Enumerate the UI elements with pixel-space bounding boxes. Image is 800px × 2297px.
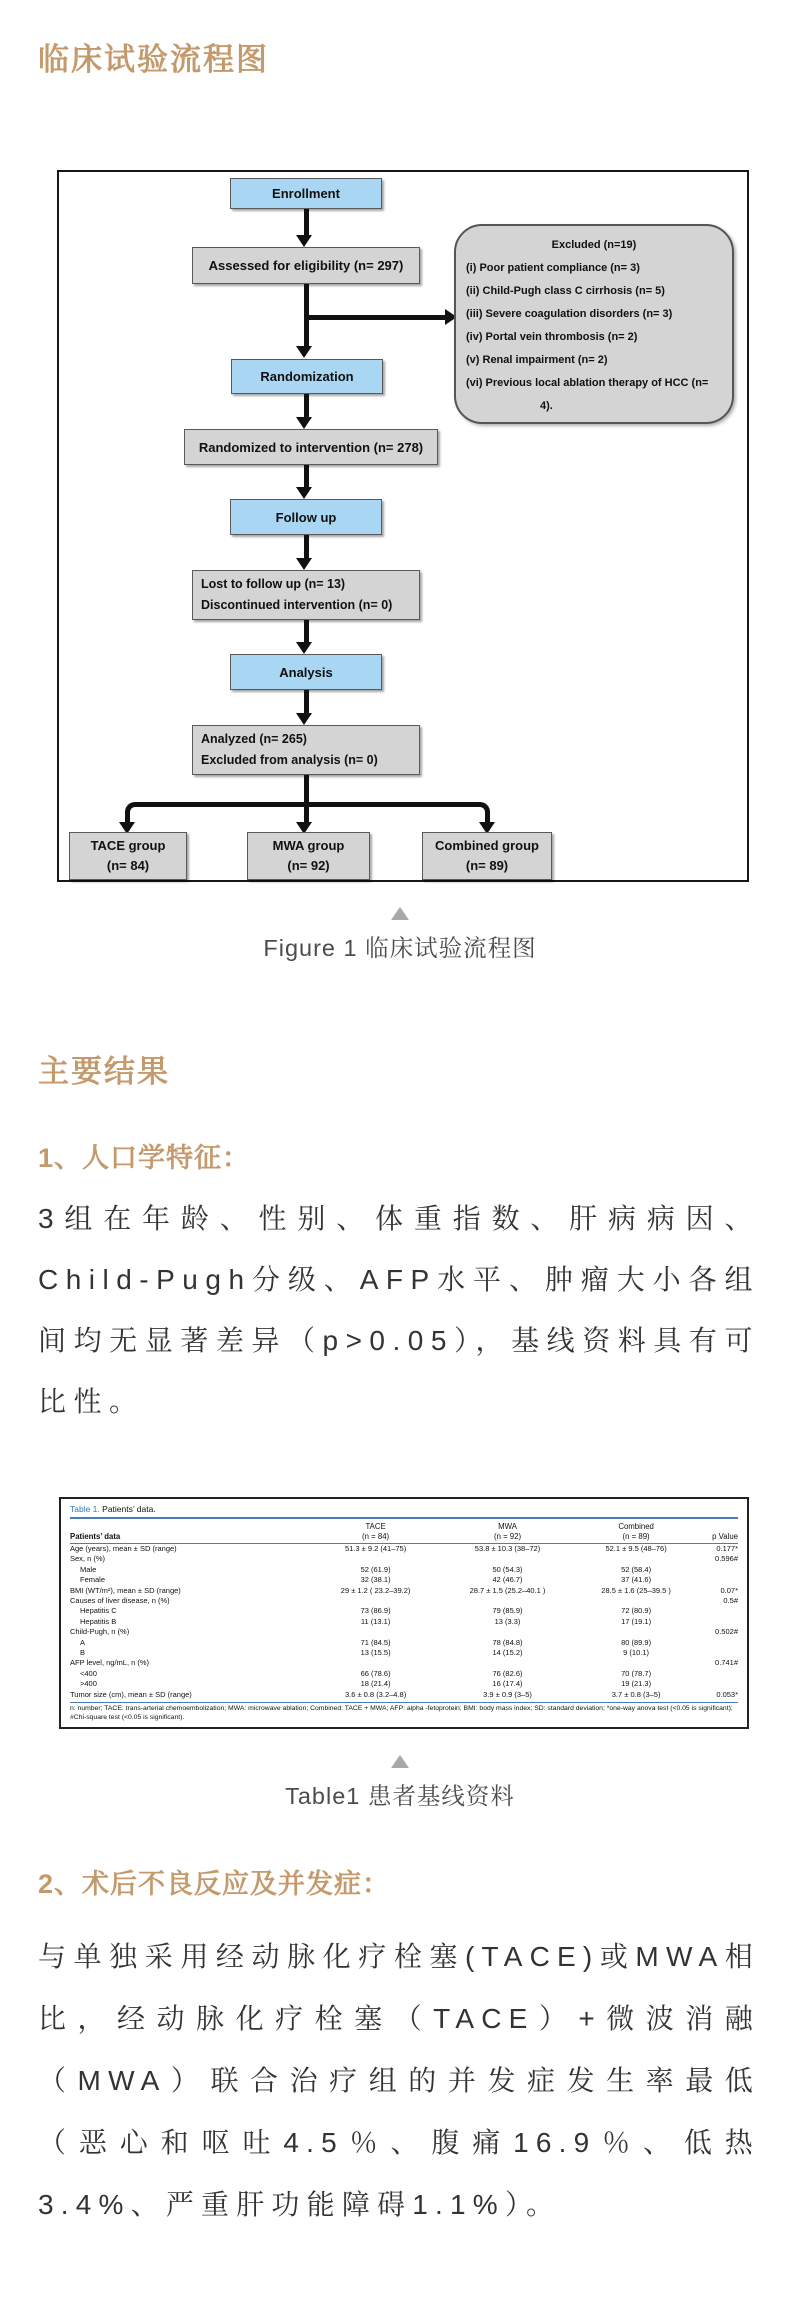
cell-p	[698, 1606, 738, 1616]
cell-p: 0.053*	[716, 1689, 738, 1699]
cell-p	[698, 1679, 738, 1689]
cell-combined: 28.5 ± 1.6 (25–39.5 )	[601, 1585, 671, 1595]
cell-tace: 11 (13.1)	[360, 1616, 391, 1626]
table-rule	[70, 1517, 738, 1519]
cell-combined	[574, 1554, 698, 1564]
table-row	[70, 1544, 738, 1555]
sub1-paragraph: 3组在年龄、性别、体重指数、肝病病因、Child-Pugh分级、AFP水平、肿瘤大小各组间均无显著差异（p>0.05），基线资料具有可比性。	[38, 1203, 760, 1417]
cell-p: 0.07*	[720, 1585, 738, 1595]
cell-mwa: 28.7 ± 1.5 (25.2–40.1 )	[469, 1585, 546, 1595]
cell-tace	[310, 1554, 440, 1564]
table-row	[70, 1617, 738, 1627]
flow-box-followup: Follow up	[230, 499, 382, 535]
cell-label: Age (years), mean ± SD (range)	[70, 1544, 177, 1553]
lost-line1: Lost to follow up (n= 13)	[201, 577, 346, 591]
col-header-line: TACE	[365, 1522, 386, 1531]
cell-combined: 72 (80.9)	[621, 1606, 652, 1616]
cell-label: >400	[80, 1679, 97, 1689]
flow-connector	[304, 465, 309, 488]
flow-connector	[304, 775, 309, 805]
table-caption	[70, 1503, 738, 1517]
cell-label: Female	[80, 1575, 106, 1585]
patients-data-table	[70, 1521, 738, 1700]
group-name: TACE group	[90, 838, 166, 853]
flowchart-figure	[57, 170, 749, 882]
cell-tace	[310, 1596, 440, 1606]
page-title: 临床试验流程图	[38, 42, 269, 77]
cell-combined	[574, 1658, 698, 1668]
cell-p	[698, 1669, 738, 1679]
cell-tace: 32 (38.1)	[360, 1575, 391, 1585]
group-name: Combined group	[435, 838, 539, 853]
col-header-line: (n = 92)	[493, 1531, 522, 1541]
col-header-line: MWA	[498, 1522, 517, 1531]
cell-label: Causes of liver disease, n (%)	[70, 1596, 170, 1606]
cell-combined: 52.1 ± 9.5 (48–76)	[605, 1544, 667, 1553]
cell-p: 0.5#	[723, 1596, 738, 1606]
table-row	[70, 1586, 738, 1596]
sub2-paragraph: 与单独采用经动脉化疗栓塞(TACE)或MWA相比，经动脉化疗栓塞（TACE）+微波消融（MWA）联合治疗组的并发症发生率最低（恶心和呕吐4.5％、腹痛16.9％、低热3.4%、严重肝功能障碍1.1%）。	[38, 1941, 760, 2220]
flow-connector	[307, 315, 445, 320]
col-header-mwa	[441, 1521, 575, 1544]
cell-combined: 17 (19.1)	[621, 1616, 652, 1626]
excluded-item: (vi) Previous local ablation therapy of HCC (n= 4).	[466, 377, 709, 412]
cell-label: A	[80, 1637, 86, 1647]
cell-label: <400	[80, 1668, 97, 1678]
cell-label: BMI (WT/m²), mean ± SD (range)	[70, 1585, 181, 1595]
table-row	[70, 1648, 738, 1658]
flow-connector	[304, 535, 309, 559]
results-heading: 主要结果	[38, 1054, 170, 1089]
excluded-item: (iv) Portal vein thrombosis (n= 2)	[466, 331, 638, 343]
cell-combined: 70 (78.7)	[621, 1668, 652, 1678]
arrow-down-icon	[296, 642, 312, 654]
cell-label: AFP level, ng/mL, n (%)	[70, 1658, 150, 1668]
flow-box-assessed: Assessed for eligibility (n= 297)	[192, 247, 420, 284]
cell-tace: 29 ± 1.2 ( 23.2–39.2)	[340, 1585, 411, 1595]
flow-box-lost	[192, 570, 420, 620]
cell-label: Child-Pugh, n (%)	[70, 1627, 130, 1637]
cell-tace: 52 (61.9)	[360, 1564, 391, 1574]
table-body	[70, 1544, 738, 1701]
table-row	[70, 1669, 738, 1679]
flow-box-excluded	[454, 224, 734, 424]
table-row	[70, 1606, 738, 1616]
cell-p	[698, 1648, 738, 1658]
table-footnote: n: number; TACE: trans-arterial chemoembolization; MWA: microwave ablation; Combined: TACE + MWA; AFP: alpha -fetoprotein; BMI: body mass index; SD: standard deviation; *one-way anova test (<0.05 is significant); #Chi-square test (<0.05 is significant).	[70, 1702, 738, 1722]
excluded-item: (ii) Child-Pugh class C cirrhosis (n= 5)	[466, 285, 665, 297]
cell-label: Male	[80, 1564, 97, 1574]
table-row	[70, 1658, 738, 1668]
cell-mwa: 53.8 ± 10.3 (38–72)	[474, 1544, 541, 1553]
flow-box-tace-group	[69, 832, 187, 880]
cell-mwa: 13 (3.3)	[494, 1616, 521, 1626]
figure-caption: Figure 1 临床试验流程图	[263, 935, 537, 961]
flow-connector	[304, 394, 309, 418]
cell-combined: 52 (58.4)	[621, 1564, 652, 1574]
cell-mwa	[441, 1554, 575, 1564]
cell-mwa: 50 (54.3)	[492, 1564, 523, 1574]
excluded-item: (i) Poor patient compliance (n= 3)	[466, 262, 640, 274]
flow-box-mwa-group	[247, 832, 370, 880]
table-row	[70, 1690, 738, 1700]
flow-connector	[304, 620, 309, 643]
cell-mwa: 76 (82.6)	[492, 1668, 523, 1678]
cell-combined: 37 (41.6)	[621, 1575, 652, 1585]
flow-box-randomization: Randomization	[231, 359, 383, 394]
cell-p	[698, 1638, 738, 1648]
table-row	[70, 1554, 738, 1564]
excluded-title: Excluded (n=19)	[551, 239, 637, 251]
cell-tace	[310, 1658, 440, 1668]
table-caption-below: Table1 患者基线资料	[285, 1783, 515, 1809]
cell-mwa: 3.9 ± 0.9 (3–5)	[483, 1689, 532, 1699]
col-header-label: Patients’ data	[70, 1521, 310, 1544]
table-header-row	[70, 1521, 738, 1544]
table-row	[70, 1627, 738, 1637]
col-header-pvalue: p Value	[698, 1521, 738, 1544]
sub1-heading: 1、人口学特征：	[38, 1143, 251, 1173]
table-caption-label: Table 1.	[70, 1504, 100, 1514]
flow-connector	[304, 807, 309, 822]
cell-mwa: 14 (15.2)	[492, 1648, 523, 1658]
cell-p: 0.177*	[716, 1544, 738, 1553]
table-row	[70, 1638, 738, 1648]
arrow-down-icon	[296, 235, 312, 247]
col-header-combined	[574, 1521, 698, 1544]
cell-tace: 13 (15.5)	[360, 1648, 391, 1658]
cell-tace: 18 (21.4)	[360, 1679, 391, 1689]
cell-tace: 3.6 ± 0.8 (3.2–4.8)	[344, 1689, 407, 1699]
cell-combined: 19 (21.3)	[621, 1679, 652, 1689]
arrow-down-icon	[296, 487, 312, 499]
table-caption-text: Patients’ data.	[102, 1504, 156, 1514]
lost-line2: Discontinued intervention (n= 0)	[201, 598, 393, 612]
arrow-down-icon	[296, 558, 312, 570]
cell-label: Sex, n (%)	[70, 1554, 106, 1564]
cell-p: 0.502#	[715, 1627, 738, 1637]
analyzed-line2: Excluded from analysis (n= 0)	[201, 753, 378, 767]
cell-p	[698, 1565, 738, 1575]
cell-label: B	[80, 1648, 86, 1658]
cell-mwa	[441, 1596, 575, 1606]
cell-label: Tumor size (cm), mean ± SD (range)	[70, 1689, 192, 1699]
col-header-tace	[310, 1521, 440, 1544]
cell-combined	[574, 1596, 698, 1606]
cell-p	[698, 1617, 738, 1627]
flow-box-analyzed	[192, 725, 420, 775]
table-row	[70, 1565, 738, 1575]
cell-mwa: 16 (17.4)	[492, 1679, 523, 1689]
analyzed-line1: Analyzed (n= 265)	[201, 732, 307, 746]
cell-p	[698, 1575, 738, 1585]
arrow-down-icon	[296, 346, 312, 358]
flow-box-enrollment: Enrollment	[230, 178, 382, 209]
col-header-line: (n = 84)	[362, 1531, 390, 1541]
col-header-line: Combined	[618, 1522, 654, 1531]
table1-figure	[59, 1497, 749, 1729]
flow-connector	[304, 209, 309, 236]
collapse-triangle-icon	[391, 1755, 409, 1768]
group-n: (n= 84)	[106, 858, 150, 873]
cell-combined: 9 (10.1)	[623, 1648, 650, 1658]
table-row	[70, 1596, 738, 1606]
excluded-item: (v) Renal impairment (n= 2)	[466, 354, 608, 366]
cell-mwa	[441, 1627, 575, 1637]
flow-box-analysis: Analysis	[230, 654, 382, 690]
cell-tace: 51.3 ± 9.2 (41–75)	[344, 1544, 407, 1553]
cell-mwa: 42 (46.7)	[492, 1575, 523, 1585]
table-row	[70, 1575, 738, 1585]
group-name: MWA group	[272, 838, 345, 853]
arrow-down-icon	[296, 713, 312, 725]
cell-label: Hepatitis B	[80, 1616, 117, 1626]
cell-tace: 71 (84.5)	[360, 1637, 391, 1647]
flow-connector	[304, 690, 309, 714]
cell-combined	[574, 1627, 698, 1637]
cell-mwa: 79 (85.9)	[492, 1606, 523, 1616]
group-n: (n= 92)	[287, 858, 330, 873]
cell-tace: 66 (78.6)	[360, 1668, 391, 1678]
group-n: (n= 89)	[465, 858, 509, 873]
flow-box-randomized: Randomized to intervention (n= 278)	[184, 429, 438, 465]
excluded-item: (iii) Severe coagulation disorders (n= 3)	[466, 308, 673, 320]
cell-mwa	[441, 1658, 575, 1668]
table-row	[70, 1679, 738, 1689]
arrow-down-icon	[296, 417, 312, 429]
cell-combined: 80 (89.9)	[621, 1637, 652, 1647]
flow-box-combined-group	[422, 832, 552, 880]
cell-p: 0.596#	[715, 1554, 738, 1564]
cell-tace: 73 (86.9)	[360, 1606, 391, 1616]
cell-label: Hepatitis C	[80, 1606, 117, 1616]
cell-mwa: 78 (84.8)	[492, 1637, 523, 1647]
col-header-line: (n = 89)	[622, 1531, 650, 1541]
cell-combined: 3.7 ± 0.8 (3–5)	[611, 1689, 661, 1699]
cell-tace	[310, 1627, 440, 1637]
sub2-heading: 2、术后不良反应及并发症：	[38, 1869, 391, 1899]
cell-p: 0.741#	[715, 1658, 738, 1668]
collapse-triangle-icon	[391, 907, 409, 920]
